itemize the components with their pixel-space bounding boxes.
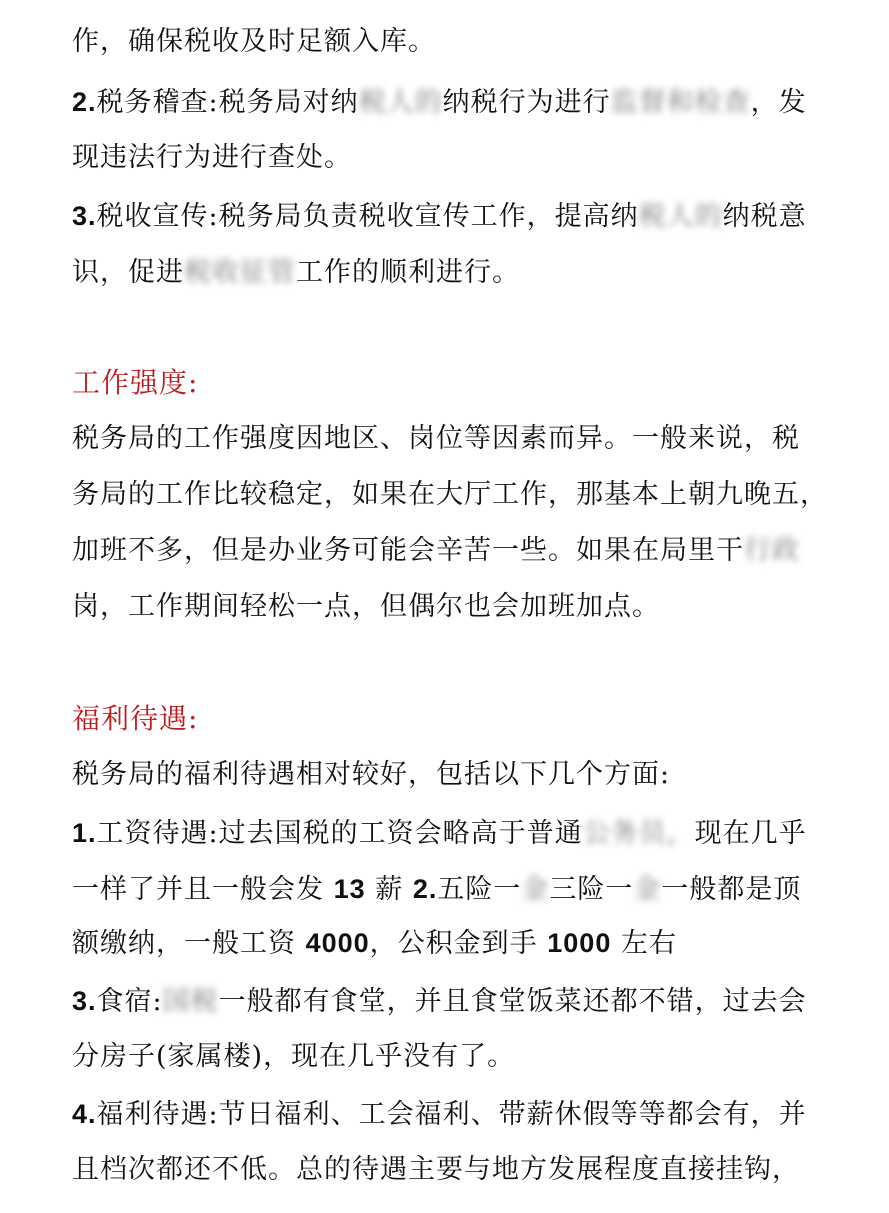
text: 食宿: bbox=[96, 986, 163, 1017]
list-item-tax-publicity bbox=[72, 199, 825, 234]
blurred-text: 金 bbox=[521, 874, 550, 905]
text: 分房子(家属楼)，现在几乎没有了。 bbox=[72, 1041, 516, 1072]
paragraph-line bbox=[72, 256, 825, 290]
text: 税务稽查:税务局对纳 bbox=[96, 87, 359, 118]
text: 且档次都还不低。总的待遇主要与地方发展程度直接挂钩， bbox=[72, 1154, 800, 1185]
paragraph-line bbox=[72, 478, 828, 512]
paragraph-line bbox=[72, 1040, 825, 1074]
paragraph-line bbox=[72, 872, 825, 907]
text: 现违法行为进行查处。 bbox=[72, 142, 352, 173]
text: 纳税行为进行 bbox=[442, 87, 611, 118]
number-text: 4000 bbox=[305, 928, 370, 958]
text: 三险一 bbox=[549, 874, 634, 905]
list-item-salary bbox=[72, 816, 825, 851]
text: 一般都有食堂，并且食堂饭菜还都不错，过去会 bbox=[218, 986, 807, 1017]
blurred-text: 行政 bbox=[744, 535, 800, 566]
text: 一般都是顶 bbox=[661, 874, 802, 905]
text: ，公积金到手 bbox=[369, 928, 548, 959]
text: 一样了并且一般会发 bbox=[72, 874, 334, 905]
text: 岗，工作期间轻松一点，但偶尔也会加班加点。 bbox=[72, 591, 660, 622]
paragraph-line bbox=[72, 141, 825, 175]
list-item-food-housing bbox=[72, 984, 825, 1019]
text: 额缴纳，一般工资 bbox=[72, 928, 306, 959]
paragraph-line bbox=[72, 534, 825, 568]
number-text: 13 bbox=[333, 874, 366, 904]
text: 薪 bbox=[365, 874, 413, 905]
text: 福利待遇:节日福利、工会福利、带薪休假等等都会有，并 bbox=[96, 1099, 807, 1130]
number-text: 1000 bbox=[547, 928, 612, 958]
section-heading-work-intensity: 工作强度: bbox=[72, 366, 199, 399]
text: 现在几乎 bbox=[694, 818, 807, 849]
text: 左右 bbox=[611, 928, 677, 959]
blurred-text: 金 bbox=[633, 874, 662, 905]
list-item-benefits bbox=[72, 1097, 825, 1132]
text: 税务局的工作强度因地区、岗位等因素而异。一般来说，税 bbox=[72, 423, 800, 454]
item-number: 2. bbox=[72, 87, 97, 117]
paragraph-line bbox=[72, 590, 825, 624]
text: 工作的顺利进行。 bbox=[296, 257, 520, 288]
text: 加班不多，但是办业务可能会辛苦一些。如果在局里干 bbox=[72, 535, 744, 566]
blurred-text: 税收征管 bbox=[184, 257, 296, 288]
item-number: 3. bbox=[72, 986, 97, 1016]
section-heading-welfare: 福利待遇: bbox=[72, 702, 199, 735]
paragraph-line bbox=[72, 422, 825, 456]
blurred-text: 公务员， bbox=[582, 818, 695, 849]
text: 五险一 bbox=[437, 874, 522, 905]
item-number: 3. bbox=[72, 201, 97, 231]
paragraph-line bbox=[72, 926, 825, 961]
paragraph-line bbox=[72, 25, 825, 59]
list-item-tax-audit bbox=[72, 85, 825, 120]
item-number: 4. bbox=[72, 1099, 97, 1129]
blurred-text: 税人的 bbox=[358, 87, 443, 118]
paragraph-line bbox=[72, 1153, 825, 1187]
item-number: 1. bbox=[72, 818, 97, 848]
blurred-text: 监督和检查 bbox=[610, 87, 751, 118]
text: 纳税意 bbox=[722, 201, 807, 232]
paragraph-line bbox=[72, 758, 825, 792]
blurred-text: 国税 bbox=[162, 986, 219, 1017]
text: 工资待遇:过去国税的工资会略高于普通 bbox=[96, 818, 583, 849]
text: ，发 bbox=[750, 87, 807, 118]
item-number: 2. bbox=[412, 874, 438, 904]
text: 税收宣传:税务局负责税收宣传工作，提高纳 bbox=[96, 201, 639, 232]
text: 税务局的福利待遇相对较好，包括以下几个方面: bbox=[72, 759, 671, 790]
text: 作，确保税收及时足额入库。 bbox=[72, 26, 436, 57]
text: 务局的工作比较稳定，如果在大厅工作，那基本上朝九晚五， bbox=[72, 479, 828, 510]
blurred-text: 税人的 bbox=[638, 201, 723, 232]
text: 识，促进 bbox=[72, 257, 184, 288]
